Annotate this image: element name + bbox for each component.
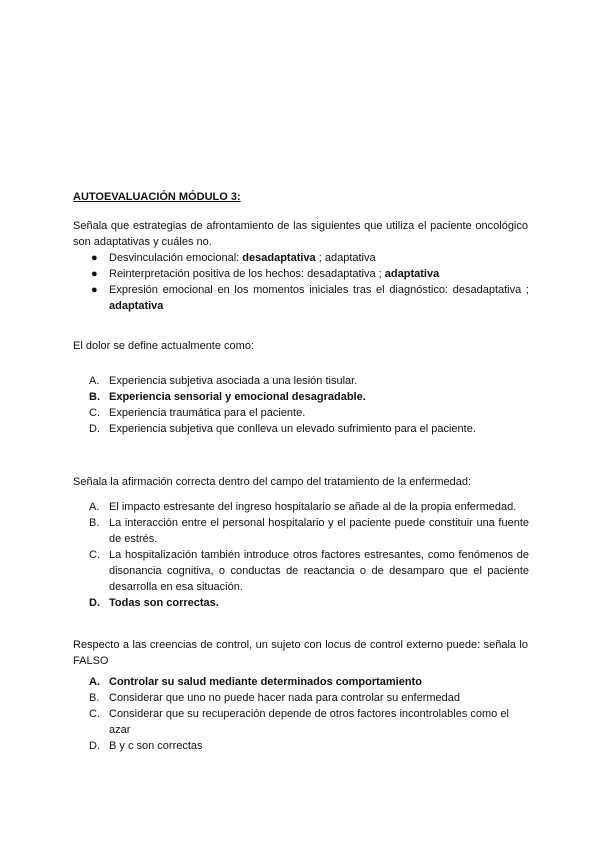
q4-prompt: Respecto a las creencias de control, un sujeto con locus de control externo puede: señala lo FALSO	[73, 639, 528, 667]
q2-options	[89, 373, 529, 437]
q3-option: A. El impacto estresante del ingreso hospitalario se añade al de la propia enfermedad.	[89, 501, 517, 513]
q3-option: B. La interacción entre el personal hospitalario y el paciente puede constituir una fuente de estrés.	[89, 517, 529, 545]
q1-prompt: Señala que estrategias de afrontamiento de las siguientes que utiliza el paciente oncológico son adaptativas y cuáles no.	[73, 220, 528, 248]
q4-option: B. Considerar que uno no puede hacer nada para controlar su enfermedad	[89, 692, 461, 704]
bullet-icon: ●	[91, 252, 98, 264]
q3-option-correct: D. Todas son correctas.	[89, 597, 219, 609]
q2-prompt: El dolor se define actualmente como:	[73, 340, 254, 352]
bullet-icon: ●	[91, 268, 98, 280]
q2-option-correct: B. Experiencia sensorial y emocional desagradable.	[89, 391, 366, 403]
bullet-icon: ●	[91, 284, 98, 296]
q4-option-correct: A. Controlar su salud mediante determinados comportamiento	[89, 676, 422, 688]
q3-option: C. La hospitalización también introduce otros factores estresantes, como fenómenos de disonancia cognitiva, o conductas de reactancia o de desamparo que el paciente desarrolla en esa situación.	[89, 549, 529, 593]
q4-option: C. Considerar que su recuperación depende de otros factores incontrolables como el azar	[89, 708, 509, 736]
q3-prompt: Señala la afirmación correcta dentro del campo del tratamiento de la enfermedad:	[73, 476, 472, 488]
q2-option: C. Experiencia traumática para el paciente.	[89, 407, 306, 419]
q4-options	[89, 674, 529, 754]
page-title: AUTOEVALUACIÓN MÓDULO 3:	[73, 191, 241, 203]
q1-item: ● Desvinculación emocional: desadaptativa ; adaptativa	[91, 252, 376, 264]
q1-item: ● Reinterpretación positiva de los hechos: desadaptativa ; adaptativa	[91, 268, 440, 280]
q3-options	[89, 499, 529, 611]
q2-option: D. Experiencia subjetiva que conlleva un elevado sufrimiento para el paciente.	[89, 423, 476, 435]
q2-option: A. Experiencia subjetiva asociada a una lesión tisular.	[89, 375, 358, 387]
q1-item: ● Expresión emocional en los momentos iniciales tras el diagnóstico: desadaptativa ; adaptativa	[91, 284, 529, 312]
q1-list	[91, 250, 529, 314]
q4-option: D. B y c son correctas	[89, 740, 203, 752]
